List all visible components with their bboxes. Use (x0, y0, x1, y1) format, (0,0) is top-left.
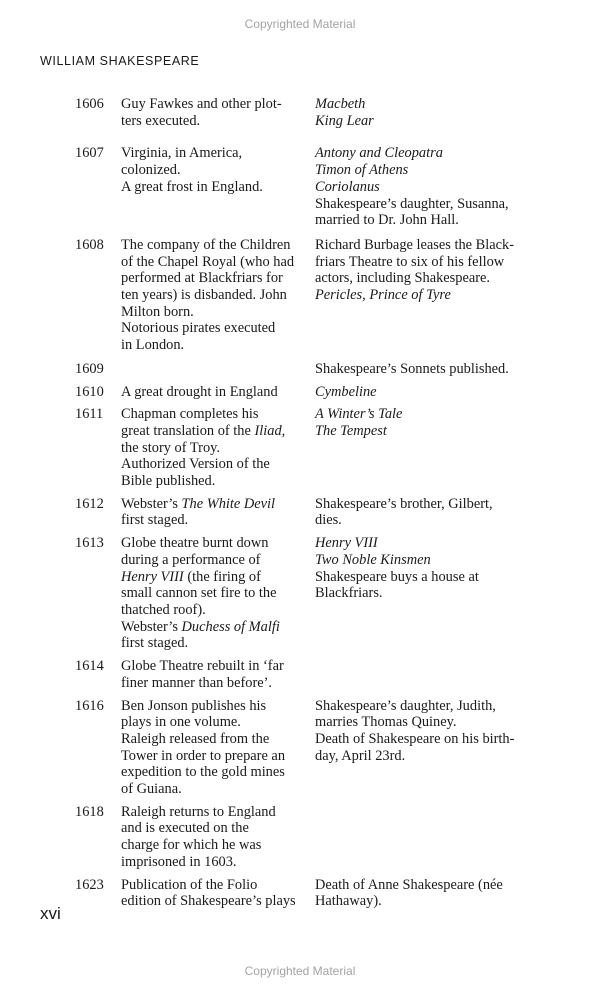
copyright-watermark-top: Copyrighted Material (244, 17, 356, 31)
chronology-row (75, 658, 545, 691)
chronology-row (75, 698, 545, 798)
text-run: , (281, 422, 286, 439)
chronology-row (75, 361, 545, 378)
text-run: great translation of the (121, 422, 255, 439)
shakespeare-work-line: Shakespeare’s daughter, Judith, (315, 697, 496, 714)
copyright-watermark-bottom: Copyrighted Material (244, 964, 356, 978)
year-cell: 1614 (75, 658, 104, 675)
text-run: Duchess of Malfi (181, 618, 280, 635)
historical-event-line: thatched roof). (121, 601, 206, 618)
shakespeare-work-line: friars Theatre to six of his fellow (315, 253, 505, 270)
historical-event-line: first staged. (121, 512, 189, 529)
year-cell: 1623 (75, 876, 104, 893)
historical-event (121, 145, 315, 229)
historical-event-line: performed at Blackfriars for (121, 270, 283, 287)
historical-event-line: Notorious pirates executed (121, 320, 276, 337)
historical-event-line: A great drought in England (121, 383, 278, 400)
shakespeare-work-line: Shakespeare’s brother, Gilbert, (315, 495, 493, 512)
shakespeare-work-line: Blackfriars. (315, 585, 383, 602)
historical-event-line: during a performance of (121, 551, 261, 568)
year-cell: 1607 (75, 145, 104, 162)
historical-event-line (121, 496, 303, 513)
historical-event (121, 658, 315, 691)
historical-event-line: small cannon set fire to the (121, 585, 277, 602)
shakespeare-work-line: Coriolanus (315, 178, 380, 195)
shakespeare-work (315, 804, 545, 871)
shakespeare-work-line: Death of Anne Shakespeare (née (315, 876, 503, 893)
historical-event-line: expedition to the gold mines (121, 764, 285, 781)
chronology-row (75, 145, 545, 229)
shakespeare-work (315, 535, 545, 652)
shakespeare-work-line: Antony and Cleopatra (315, 145, 443, 162)
historical-event-line (121, 423, 303, 440)
historical-event-line: Tower in order to prepare an (121, 747, 286, 764)
historical-event-line: imprisoned in 1603. (121, 853, 237, 870)
text-run: Iliad (254, 422, 282, 439)
shakespeare-work-line: Shakespeare’s Sonnets published. (315, 360, 509, 377)
historical-event-line: Milton born. (121, 303, 194, 320)
text-run: (the firing of (183, 568, 261, 585)
historical-event-line: of Guiana. (121, 781, 182, 798)
historical-event (121, 237, 315, 354)
shakespeare-work (315, 496, 545, 529)
shakespeare-work (315, 361, 545, 378)
historical-event (121, 406, 315, 490)
shakespeare-work-line: actors, including Shakespeare. (315, 270, 491, 287)
shakespeare-work (315, 384, 545, 401)
historical-event-line: colonized. (121, 162, 181, 179)
historical-event-line: plays in one volume. (121, 714, 241, 731)
text-run: Webster’s (121, 495, 182, 512)
historical-event-line: in London. (121, 337, 185, 354)
page-number: xvi (40, 904, 61, 923)
chronology-row (75, 804, 545, 871)
historical-event-line: of the Chapel Royal (who had (121, 253, 295, 270)
historical-event-line: edition of Shakespeare’s plays (121, 893, 296, 910)
historical-event-line: Authorized Version of the (121, 456, 270, 473)
chronology-row (75, 535, 545, 652)
shakespeare-work-line: The Tempest (315, 422, 387, 439)
shakespeare-work (315, 877, 545, 910)
year-cell: 1616 (75, 697, 104, 714)
shakespeare-work-line: Two Noble Kinsmen (315, 551, 431, 568)
chronology-row (75, 384, 545, 401)
shakespeare-work-line: King Lear (315, 112, 374, 129)
shakespeare-work-line: Timon of Athens (315, 162, 409, 179)
year-cell: 1613 (75, 535, 104, 552)
shakespeare-work-line: Shakespeare’s daughter, Susanna, (315, 195, 509, 212)
shakespeare-work (315, 658, 545, 691)
historical-event-line: A great frost in England. (121, 178, 263, 195)
historical-event (121, 361, 315, 378)
shakespeare-work (315, 96, 545, 129)
historical-event-line: The company of the Children (121, 236, 291, 253)
year-cell: 1611 (75, 406, 104, 423)
year-cell: 1610 (75, 383, 104, 400)
shakespeare-work-line: Cymbeline (315, 383, 377, 400)
chronology-row (75, 877, 545, 910)
historical-event-line: and is executed on the (121, 820, 249, 837)
historical-event-line: Globe Theatre rebuilt in ‘far (121, 658, 284, 675)
historical-event-line: Virginia, in America, (121, 145, 243, 162)
year-cell: 1609 (75, 360, 104, 377)
historical-event (121, 804, 315, 871)
shakespeare-work-line: A Winter’s Tale (315, 406, 403, 423)
chronology-row (75, 237, 545, 354)
historical-event-line (121, 569, 303, 586)
chronology-row (75, 406, 545, 490)
historical-event-line: Guy Fawkes and other plot- (121, 96, 282, 112)
year-cell: 1606 (75, 96, 104, 112)
shakespeare-work (315, 406, 545, 490)
historical-event-line: ten years) is disbanded. John (121, 287, 287, 304)
historical-event (121, 877, 315, 910)
shakespeare-work-line: Hathaway). (315, 893, 382, 910)
shakespeare-work (315, 145, 545, 229)
text-run: Webster’s (121, 618, 182, 635)
text-run: Henry VIII (121, 568, 184, 585)
historical-event (121, 496, 315, 529)
shakespeare-work-line: marries Thomas Quiney. (315, 714, 457, 731)
historical-event-line: first staged. (121, 635, 189, 652)
shakespeare-work-line: Death of Shakespeare on his birth- (315, 730, 515, 747)
historical-event-line: Ben Jonson publishes his (121, 697, 267, 714)
historical-event-line: finer manner than before’. (121, 674, 273, 691)
historical-event-line: ters executed. (121, 112, 201, 129)
year-cell: 1612 (75, 495, 104, 512)
historical-event-line: Bible published. (121, 473, 216, 490)
shakespeare-work-line: married to Dr. John Hall. (315, 212, 459, 229)
shakespeare-work (315, 698, 545, 798)
historical-event-line: Chapman completes his (121, 406, 259, 423)
historical-event (121, 384, 315, 401)
year-cell: 1618 (75, 803, 104, 820)
chronology-table (75, 90, 545, 910)
historical-event-line (121, 619, 303, 636)
historical-event-line: the story of Troy. (121, 439, 221, 456)
historical-event-line: Raleigh returns to England (121, 803, 276, 820)
shakespeare-work (315, 237, 545, 354)
shakespeare-work-line: Henry VIII (315, 535, 378, 552)
historical-event-line: Raleigh released from the (121, 730, 270, 747)
chronology-row (75, 96, 545, 129)
text-run: The White Devil (181, 495, 276, 512)
running-head: WILLIAM SHAKESPEARE (40, 54, 200, 68)
historical-event-line: charge for which he was (121, 837, 262, 854)
shakespeare-work-line: dies. (315, 512, 342, 529)
shakespeare-work-line: Richard Burbage leases the Black- (315, 236, 514, 253)
year-cell: 1608 (75, 236, 104, 253)
shakespeare-work-line: Shakespeare buys a house at (315, 568, 479, 585)
historical-event-line: Globe theatre burnt down (121, 535, 269, 552)
shakespeare-work-line: day, April 23rd. (315, 747, 406, 764)
historical-event (121, 698, 315, 798)
historical-event-line: Publication of the Folio (121, 876, 258, 893)
historical-event (121, 96, 315, 129)
shakespeare-work-line: Pericles, Prince of Tyre (315, 287, 451, 304)
chronology-row (75, 496, 545, 529)
historical-event (121, 535, 315, 652)
shakespeare-work-line: Macbeth (315, 96, 366, 112)
